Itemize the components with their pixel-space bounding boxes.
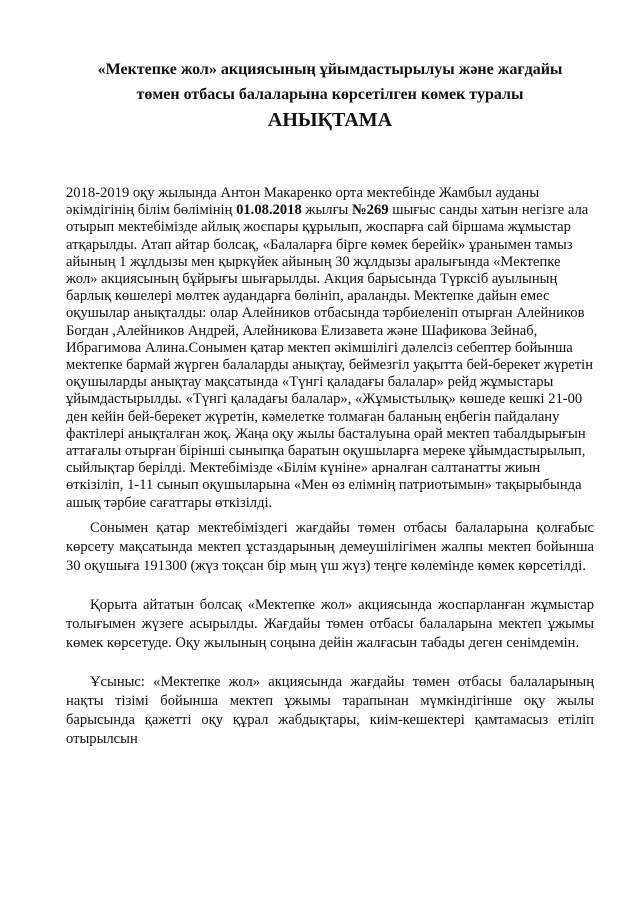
paragraph-4-recommendation: Ұсыныс: «Мектепке жол» акциясында жағдайы төмен отбасы балаларының нақты тізімі бойынша мектеп ұжымы тарапынан мүмкіндігінше оқу жылы барысында қажетті оқу құрал жабдықтары, киім-кешектері қамтамасыз етіліп отырылсын <box>66 673 594 747</box>
paragraph-1 <box>66 185 594 512</box>
paragraph-1-text-start: 2018-2019 оқу жылында Антон Макаренко орта мектебінде Жамбыл ауданы әкімдігінің білім бөлімінің <box>66 185 540 219</box>
paragraph-1-text-mid: жылғы <box>301 202 353 219</box>
letter-date: 01.08.2018 <box>236 202 302 219</box>
document-header <box>66 58 594 133</box>
paragraph-3: Қорыта айтатын болсақ «Мектепке жол» акциясында жоспарланған жұмыстар толығымен жүзеге асырылды. Жағдайы төмен отбасы балаларына мектеп ұжымы көмек көрсетуде. Оқу жылының соңына дейін жалғасын табады деген сенімдемін. <box>66 596 594 651</box>
document-title-main: АНЫҚТАМА <box>267 109 393 131</box>
paragraph-1-text-end: шығыс санды хатын негізге ала отырып мектебімізде айлық жоспары құрылып, жоспарға сай біршама жұмыстар атқарылды. Атап айтар болсақ, «Балаларға бірге көмек берейік» ұранымен тамыз айының 1 жұлдызы мен қыркүйек айының 30 жұлдызы аралығында «Мектепке жол» акциясының бұйрығы шығарылды. Акция барысында Түрксіб ауылының барлық көшелері мөлтек аудандарға бөлініп, араланды. Мектепке дайын емес оқушылар анықталды: олар Алейников отбасында тәрбиеленіп отырған Алейников Богдан ,Алейников Андрей, Алейникова Елизавета және Шафикова Зейнаб, Ибрагимова Алина.Сонымен қатар мектеп әкімшілігі дәлелсіз себептер бойынша мектепке бармай жүрген балаларды анықтау, беймезгіл уақытта бей-берекет жүретін оқушыларды анықтау мақсатында «Түнгі қаладағы балалар» рейд жұмыстары ұйымдастырылды. «Түнгі қаладағы балалар», «Жұмыстылық» көшеде кешкі 21-00 ден кейін бей-берекет жүретін, кәмелетке толмаған баланың еңбегін пайдалану фактілері анықталған жоқ. Жаңа оқу жылы басталуына орай мектеп табалдырығын аттағалы отырған бірінші сыныпқа баратын оқушыларға мереке ұйымдастырылып, сыйлықтар берілді. Мектебімізде «Білім күніне» арналған салтанатты жиын өткізіліп, 1-11 сынып оқушыларына «Мен өз елімнің патриотымын» тақырыбында ашық тәрбие сағаттары өткізілді. <box>66 202 594 511</box>
document-title-line-2: төмен отбасы балаларына көрсетілген көмек туралы <box>136 86 524 103</box>
document-body <box>66 185 594 749</box>
letter-number: №269 <box>352 202 389 219</box>
document-title-line-1: «Мектепке жол» акциясының ұйымдастырылуы және жағдайы <box>97 61 563 78</box>
paragraph-2: Сонымен қатар мектебіміздегі жағдайы төмен отбасы балаларына қолғабыс көрсету мақсатында мектеп ұстаздарының демеушілігімен жалпы мектеп бойынша 30 оқушыға 191300 (жүз тоқсан бір мың үш жүз) теңге көлемінде көмек көрсетілді. <box>66 519 594 574</box>
